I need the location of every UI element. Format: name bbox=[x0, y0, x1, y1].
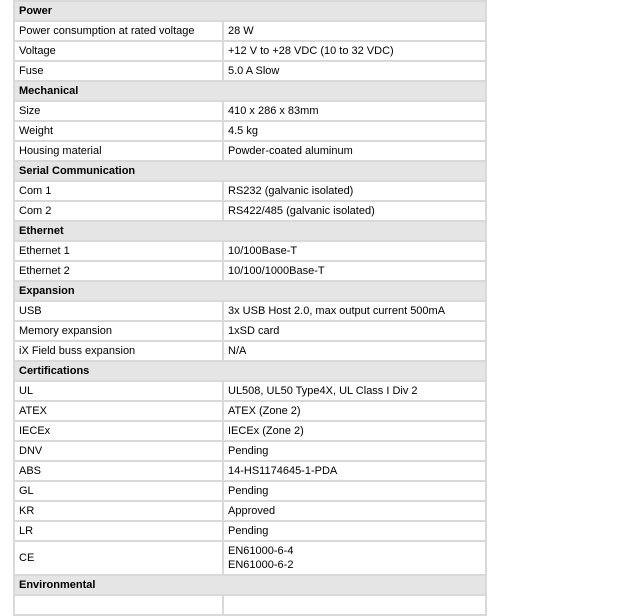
section-header-certifications: Certifications bbox=[15, 362, 485, 380]
spec-label: KR bbox=[15, 502, 222, 520]
section-row-mechanical bbox=[15, 82, 485, 100]
spec-value bbox=[224, 596, 485, 614]
spec-label: Fuse bbox=[15, 62, 222, 80]
spec-row bbox=[15, 142, 485, 160]
spec-row bbox=[15, 596, 485, 614]
spec-label: CE bbox=[15, 542, 222, 574]
spec-row bbox=[15, 522, 485, 540]
spec-row bbox=[15, 462, 485, 480]
spec-label: Housing material bbox=[15, 142, 222, 160]
spec-value: Pending bbox=[224, 522, 485, 540]
spec-row bbox=[15, 402, 485, 420]
spec-label: Ethernet 2 bbox=[15, 262, 222, 280]
spec-row bbox=[15, 422, 485, 440]
spec-value: 1xSD card bbox=[224, 322, 485, 340]
spec-row bbox=[15, 62, 485, 80]
spec-value: N/A bbox=[224, 342, 485, 360]
spec-row bbox=[15, 102, 485, 120]
spec-value: 3x USB Host 2.0, max output current 500mA bbox=[224, 302, 485, 320]
spec-value: Approved bbox=[224, 502, 485, 520]
spec-label: Size bbox=[15, 102, 222, 120]
section-row-expansion bbox=[15, 282, 485, 300]
spec-value: Pending bbox=[224, 482, 485, 500]
spec-row bbox=[15, 122, 485, 140]
spec-label: Ethernet 1 bbox=[15, 242, 222, 260]
section-row-certifications bbox=[15, 362, 485, 380]
spec-value: 5.0 A Slow bbox=[224, 62, 485, 80]
spec-value: 10/100/1000Base-T bbox=[224, 262, 485, 280]
spec-row bbox=[15, 442, 485, 460]
spec-value: RS232 (galvanic isolated) bbox=[224, 182, 485, 200]
spec-label: LR bbox=[15, 522, 222, 540]
spec-row bbox=[15, 382, 485, 400]
spec-label: ABS bbox=[15, 462, 222, 480]
spec-label: Com 2 bbox=[15, 202, 222, 220]
section-row-environmental bbox=[15, 576, 485, 594]
spec-label: Power consumption at rated voltage bbox=[15, 22, 222, 40]
spec-value: Pending bbox=[224, 442, 485, 460]
spec-value: IECEx (Zone 2) bbox=[224, 422, 485, 440]
spec-row bbox=[15, 502, 485, 520]
spec-label bbox=[15, 596, 222, 614]
section-header-ethernet: Ethernet bbox=[15, 222, 485, 240]
section-header-expansion: Expansion bbox=[15, 282, 485, 300]
spec-value: Powder-coated aluminum bbox=[224, 142, 485, 160]
spec-page bbox=[13, 0, 618, 616]
spec-label: Weight bbox=[15, 122, 222, 140]
section-row-serial-communication bbox=[15, 162, 485, 180]
spec-value: 28 W bbox=[224, 22, 485, 40]
spec-label: USB bbox=[15, 302, 222, 320]
spec-label: iX Field buss expansion bbox=[15, 342, 222, 360]
spec-label: Com 1 bbox=[15, 182, 222, 200]
spec-row bbox=[15, 542, 485, 574]
spec-label: UL bbox=[15, 382, 222, 400]
spec-value: UL508, UL50 Type4X, UL Class I Div 2 bbox=[224, 382, 485, 400]
spec-table bbox=[13, 0, 487, 616]
spec-label: DNV bbox=[15, 442, 222, 460]
spec-row bbox=[15, 202, 485, 220]
section-row-ethernet bbox=[15, 222, 485, 240]
spec-row bbox=[15, 42, 485, 60]
spec-row bbox=[15, 262, 485, 280]
section-header-mechanical: Mechanical bbox=[15, 82, 485, 100]
spec-label: Voltage bbox=[15, 42, 222, 60]
spec-label: IECEx bbox=[15, 422, 222, 440]
section-header-power: Power bbox=[15, 2, 485, 20]
spec-value: 410 x 286 x 83mm bbox=[224, 102, 485, 120]
spec-value: +12 V to +28 VDC (10 to 32 VDC) bbox=[224, 42, 485, 60]
section-header-serial-communication: Serial Communication bbox=[15, 162, 485, 180]
spec-row bbox=[15, 242, 485, 260]
spec-label: Memory expansion bbox=[15, 322, 222, 340]
spec-label: ATEX bbox=[15, 402, 222, 420]
spec-value: 4.5 kg bbox=[224, 122, 485, 140]
spec-row bbox=[15, 182, 485, 200]
spec-value: 10/100Base-T bbox=[224, 242, 485, 260]
spec-label: GL bbox=[15, 482, 222, 500]
section-row-power bbox=[15, 2, 485, 20]
spec-row bbox=[15, 302, 485, 320]
spec-value: EN61000-6-4 EN61000-6-2 bbox=[224, 542, 485, 574]
spec-row bbox=[15, 322, 485, 340]
spec-row bbox=[15, 22, 485, 40]
spec-row bbox=[15, 342, 485, 360]
spec-row bbox=[15, 482, 485, 500]
spec-value: RS422/485 (galvanic isolated) bbox=[224, 202, 485, 220]
spec-value: 14-HS1174645-1-PDA bbox=[224, 462, 485, 480]
section-header-environmental: Environmental bbox=[15, 576, 485, 594]
spec-value: ATEX (Zone 2) bbox=[224, 402, 485, 420]
